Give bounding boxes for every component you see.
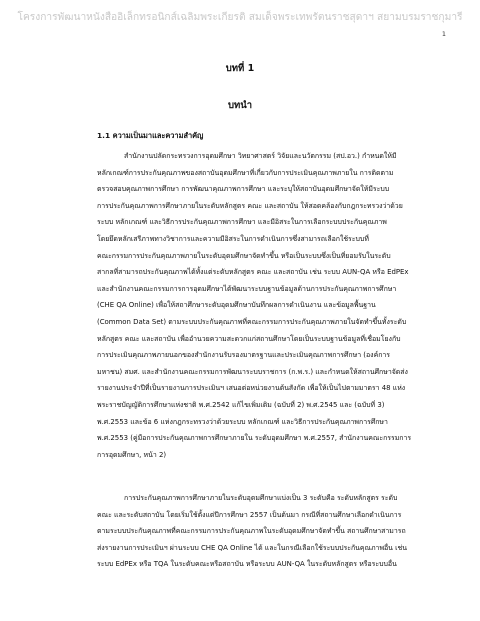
paragraph-line: การประเมินคุณภาพภายนอกของสำนักงานรับรองมาตรฐานและประเมินคุณภาพการศึกษา (องค์การ <box>97 351 391 360</box>
paragraph-line: หลักเกณฑ์การประกันคุณภาพของสถาบันอุดมศึกษาที่เกี่ยวกับการประเมินคุณภาพภายใน การติดตาม <box>97 168 394 177</box>
paragraph-line: มหาชน) สมศ. และสำนักงานคณะกรรมการพัฒนาระบบราชการ (ก.พ.ร.) และกำหนดให้สถานศึกษาจัดส่ง <box>97 367 408 376</box>
chapter-number: บทที่ 1 <box>225 63 255 74</box>
paragraph-line: พ.ศ.2553 และข้อ 6 แห่งกฎกระทรวงว่าด้วยระบบ หลักเกณฑ์ และวิธีการประกันคุณภาพการศึกษา <box>97 417 388 426</box>
paragraph-2 <box>97 490 447 573</box>
page-header: โครงการพัฒนาหนังสืออิเล็กทรอนิกส์เฉลิมพระเกียรติ สมเด็จพระเทพรัตนราชสุดาฯ สยามบรมราชกุมารี <box>17 12 463 23</box>
paragraph-line: ตรวจสอบคุณภาพการศึกษา การพัฒนาคุณภาพการศึกษา และระบุให้สถาบันอุดมศึกษาจัดให้มีระบบ <box>97 185 390 194</box>
paragraph-line: ส่งรายงานการประเมินฯ ผ่านระบบ CHE QA Online ได้ และในกรณีเลือกใช้ระบบประกันคุณภาพอื่น เช่น <box>97 543 407 552</box>
paragraph-line: และสำนักงานคณะกรรมการการอุดมศึกษาได้พัฒนาระบบฐานข้อมูลด้านการประกันคุณภาพการศึกษา <box>97 284 397 293</box>
paragraph-line: คณะกรรมการประกันคุณภาพภายในระดับอุดมศึกษาจัดทำขึ้น หรือเป็นระบบซึ่งเป็นที่ยอมรับในระดับ <box>97 251 391 260</box>
paragraph-line: ระบบ หลักเกณฑ์ และวิธีการประกันคุณภาพการศึกษา และมีอิสระในการเลือกระบบประกันคุณภาพ <box>97 218 387 227</box>
paragraph-line: สากลที่สามารถประกันคุณภาพได้ทั้งแต่ระดับหลักสูตร คณะ และสถาบัน เช่น ระบบ AUN-QA หรือ EdPEx <box>97 268 409 277</box>
paragraph-line: ตามระบบประกันคุณภาพที่คณะกรรมการประกันคุณภาพในระดับอุดมศึกษาจัดทำขึ้น สถานศึกษาสามารถ <box>97 527 406 536</box>
paragraph-line: พ.ศ.2553 (คู่มือการประกันคุณภาพการศึกษาภายใน ระดับอุดมศึกษา พ.ศ.2557, สำนักงานคณะกรรมการ <box>97 434 412 443</box>
paragraph-line: หลักสูตร คณะ และสถาบัน เพื่ออำนวยความสะดวกแก่สถานศึกษาโดยเป็นระบบฐานข้อมูลที่เชื่อมโยงกับ <box>97 334 401 343</box>
paragraph-1 <box>97 148 447 463</box>
paragraph-line: (Common Data Set) ตามระบบประกันคุณภาพที่คณะกรรมการประกันคุณภาพภายในจัดทำขึ้นทั้งระดับ <box>97 317 407 326</box>
paragraph-line: การประกันคุณภาพการศึกษาภายในระดับอุดมศึกษาแบ่งเป็น 3 ระดับคือ ระดับหลักสูตร ระดับ <box>124 494 398 502</box>
paragraph-line: สำนักงานปลัดกระทรวงการอุดมศึกษา วิทยาศาสตร์ วิจัยและนวัตกรรม (สป.อว.) กำหนดให้มี <box>124 152 397 160</box>
paragraph-line: (CHE QA Online) เพื่อให้สถาศึกษาระดับอุดมศึกษาบันทึกผลการดำเนินงาน และข้อมูลพื้นฐาน <box>97 301 376 310</box>
paragraph-line: พระราชบัญญัติการศึกษาแห่งชาติ พ.ศ.2542 แก้ไขเพิ่มเติม (ฉบับที่ 2) พ.ศ.2545 และ (ฉบับที่ 3) <box>97 400 385 409</box>
paragraph-line: คณะ และระดับสถาบัน โดยเริ่มใช้ตั้งแต่ปีการศึกษา 2557 เป็นต้นมา กรณีที่สถานศึกษาเลือกดำเนินการ <box>97 510 402 519</box>
paragraph-line: รายงานประจำปีที่เป็นรายงานการประเมินฯ เสนอต่อหน่วยงานต้นสังกัด เพื่อให้เป็นไปตามมาตรา 48 แห่ง <box>97 384 406 393</box>
paragraph-line: ระบบ EdPEx หรือ TQA ในระดับคณะหรือสถาบัน หรือระบบ AUN-QA ในระดับหลักสูตร หรือระบบอื่น <box>97 560 397 569</box>
paragraph-line: การอุดมศึกษา, หน้า 2) <box>97 450 167 459</box>
page-number: 1 <box>441 30 446 38</box>
chapter-title: บทนำ <box>227 100 253 111</box>
paragraph-line: การประกันคุณภาพการศึกษาภายในระดับหลักสูตร คณะ และสถาบัน ให้สอดคล้องกับกฎกระทรวงว่าด้วย <box>97 201 403 210</box>
paragraph-line: โดยยึดหลักเสรีภาพทางวิชาการและความมีอิสระในการดำเนินการซึ่งสามารถเลือกใช้ระบบที่ <box>97 234 369 243</box>
section-heading: 1.1 ความเป็นมาและความสำคัญ <box>97 131 204 140</box>
